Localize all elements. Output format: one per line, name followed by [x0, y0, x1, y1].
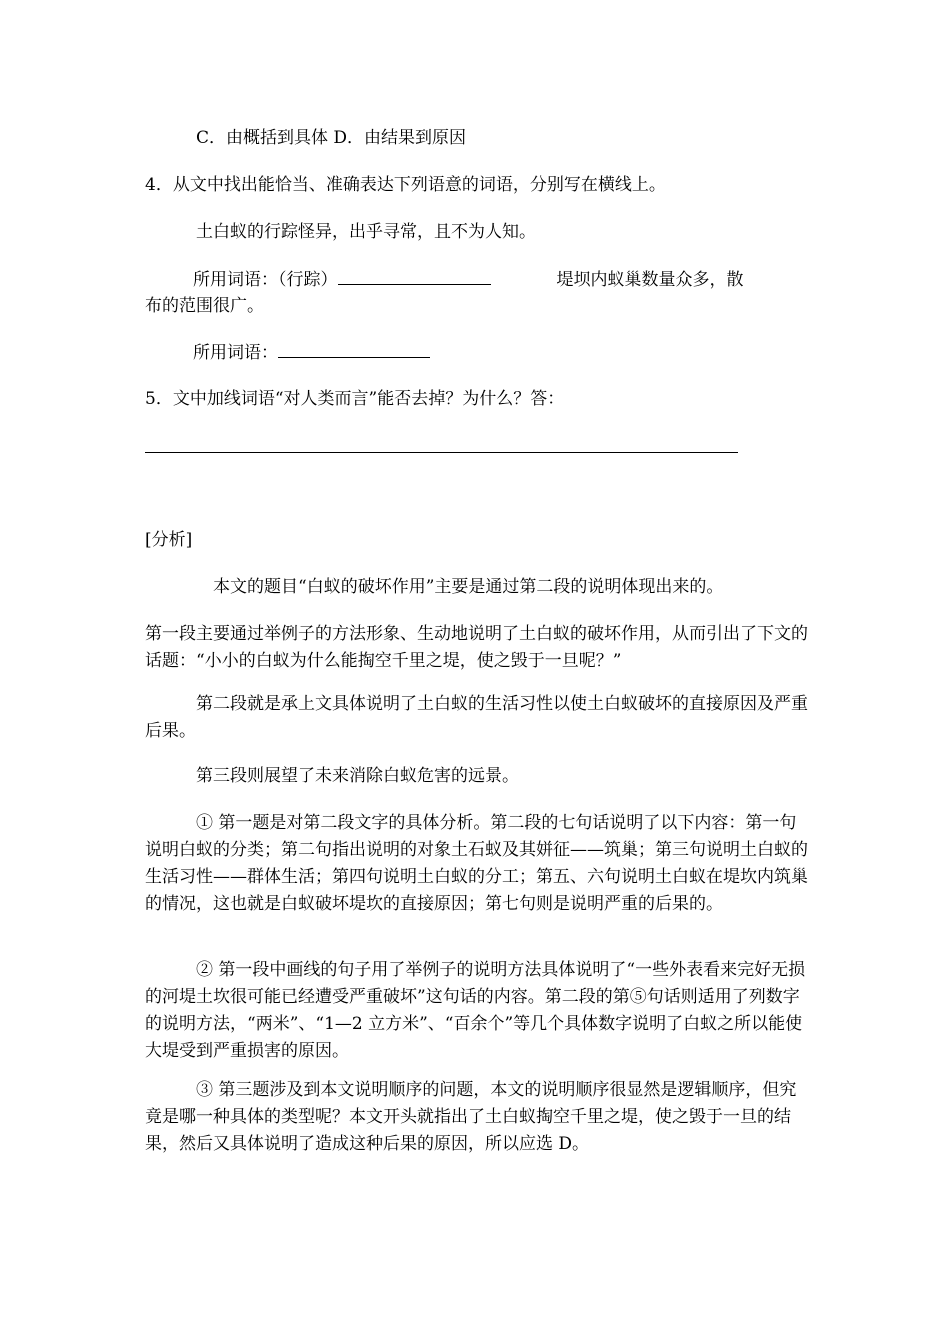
answer-label-1: 所用词语：（行踪）: [193, 270, 338, 290]
answer-blank-5[interactable]: [145, 452, 738, 453]
analysis-heading: [分析]: [145, 530, 193, 550]
analysis-paragraph-1: 本文的题目“白蚁的破坏作用”主要是通过第二段的说明体现出来的。: [213, 577, 724, 597]
question-4-item-2-end: 布的范围很广。: [145, 296, 264, 316]
question-4-stem: 4．从文中找出能恰当、准确表达下列语意的词语，分别写在横线上。: [145, 175, 666, 195]
question-4-answer-row-1: [145, 266, 805, 320]
question-4-item-1: 土白蚁的行踪怪异，出乎寻常，且不为人知。: [196, 222, 536, 242]
question-4-item-2-start: 堤坝内蚁巢数量众多，散: [556, 270, 744, 290]
analysis-paragraph-7: ③ 第三题涉及到本文说明顺序的问题，本文的说明顺序很显然是逻辑顺序，但究竟是哪一种具体的类型呢？本文开头就指出了土白蚁掏空千里之堤，使之毁于一旦的结果，然后又具体说明了造成这种后果的原因，所以应选 D。: [145, 1080, 797, 1154]
analysis-paragraph-4: 第三段则展望了未来消除白蚁危害的远景。: [196, 766, 519, 786]
answer-line-1: [145, 266, 805, 293]
question-4-answer-row-2: [145, 339, 810, 367]
question-3-options: C．由概括到具体 D．由结果到原因: [196, 128, 467, 148]
analysis-paragraph-2: 第一段主要通过举例子的方法形象、生动地说明了土白蚁的破坏作用，从而引出了下文的话题：“小小的白蚁为什么能掏空千里之堤，使之毁于一旦呢？”: [145, 624, 808, 671]
analysis-paragraph-5: ① 第一题是对第二段文字的具体分析。第二段的七句话说明了以下内容：第一句说明白蚁的分类；第二句指出说明的对象土石蚁及其姘征——筑巢；第三句说明土白蚁的生活习性——群体生活；第四句说明土白蚁的分工；第五、六句说明土白蚁在堤坎内筑巢的情况，这也就是白蚁破坏堤坎的直接原因；第七句则是说明严重的后果的。: [145, 813, 808, 914]
answer-blank-1[interactable]: [338, 266, 491, 285]
analysis-paragraph-6: ② 第一段中画线的句子用了举例子的说明方法具体说明了“一些外表看来完好无损的河堤土坎很可能已经遭受严重破坏”这句话的内容。第二段的第⑤句话则适用了列数字的说明方法，“两米”、“1—2 立方米”、“百余个”等几个具体数字说明了白蚁之所以能使大堤受到严重损害的原因。: [145, 960, 806, 1061]
answer-blank-2[interactable]: [278, 339, 430, 358]
analysis-paragraph-3: 第二段就是承上文具体说明了土白蚁的生活习性以使土白蚁破坏的直接原因及严重后果。: [145, 694, 808, 741]
answer-label-2: 所用词语：: [193, 343, 278, 363]
question-5-stem: 5．文中加线词语“对人类而言”能否去掉？为什么？答：: [145, 389, 565, 409]
